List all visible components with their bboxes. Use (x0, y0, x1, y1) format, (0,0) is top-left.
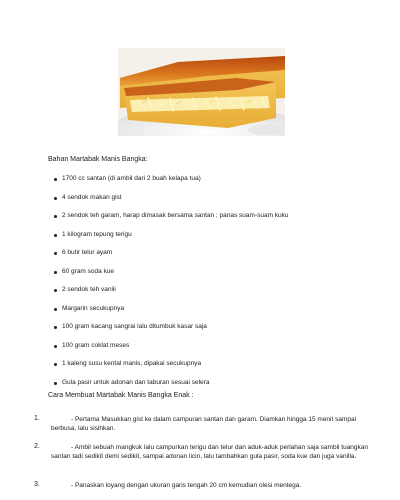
ingredients-heading: Bahan Martabak Manis Bangka: (48, 156, 148, 163)
ingredient-item: 2 sendok teh vanili (62, 286, 116, 293)
ingredient-item: 100 gram coklat meses (62, 342, 130, 349)
step-text: - Panaskan loyang dengan ukuran garis tengah 20 cm kemudian olesi mentega. (71, 482, 302, 489)
ingredient-item: 60 gram soda kue (62, 268, 115, 275)
steps-heading: Cara Membuat Martabak Manis Bangka Enak : (48, 392, 194, 399)
ingredient-item: 1 kaleng susu kental manis, dipakai secukupnya (62, 360, 202, 367)
step-number: 2. (34, 443, 40, 450)
ingredient-item: Gula pasir untuk adonan dan taburan sesuai selera (62, 379, 210, 386)
ingredient-item: Margarin secukupnya (62, 305, 125, 312)
step-text: - Pertama Masukkan gist ke dalam campuran santan dan garam. Diamkan hingga 15 menit sampai berbusa, lalu sisihkan. (51, 416, 357, 432)
ingredient-item: 1 kilogram tepung terigu (62, 231, 132, 238)
martabak-photo (118, 48, 285, 136)
step-number: 3. (34, 481, 40, 488)
ingredient-item: 1700 cc santan (di ambil dari 2 buah kelapa tua) (62, 175, 201, 182)
ingredient-item: 4 sendok makan gist (62, 194, 122, 201)
step-number: 1. (34, 415, 40, 422)
step-text: - Ambil sebuah mangkuk lalu campurkan terigu dan telur dan aduk-aduk perlahan saja sambil tuangkan santan tadi sedikit demi sedikit, sampai adonan licin, lalu tambahkan gula pasir, soda kue dan juga vanilla. (51, 444, 369, 460)
ingredient-item: 100 gram kacang sangrai lalu ditumbuk kasar saja (62, 323, 207, 330)
ingredient-item: 6 butir telur ayam (62, 249, 113, 256)
ingredient-item: 2 sendok teh garam, harap dimasak bersama santan ; panas suam-suam kuku (62, 212, 289, 219)
